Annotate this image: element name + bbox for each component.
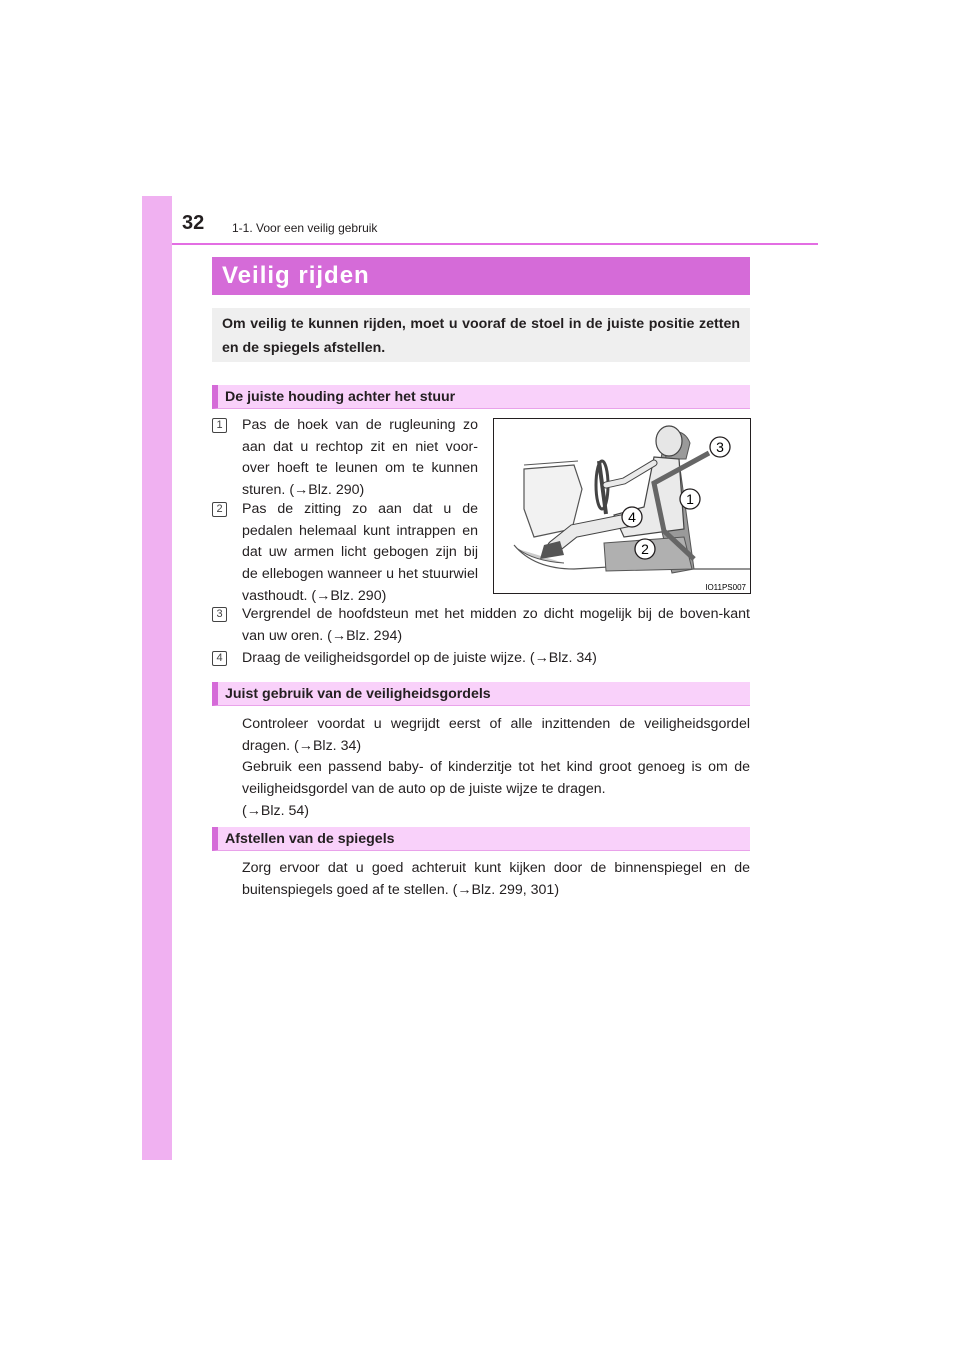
- callout-2: 2: [641, 541, 649, 557]
- paragraph-line: Controleer voordat u wegrijdt eerst of alle inzittenden de veiligheidsgordel: [242, 716, 750, 732]
- seatbelts-paragraph: [242, 714, 750, 823]
- mirrors-paragraph: [242, 858, 750, 901]
- item-text: Draag de veiligheidsgordel op de juiste wijze. (→Blz. 34): [242, 650, 597, 666]
- section-heading-mirrors: Afstellen van de spiegels: [212, 827, 750, 851]
- callout-1: 1: [686, 491, 694, 507]
- item-text: Pas de hoek van de rugleuning zo aan dat u rechtop zit en niet voor-over hoeft te leunen om te kunnen sturen. (→Blz. 290): [242, 417, 478, 499]
- page-number: 32: [182, 212, 205, 234]
- paragraph-line: Zorg ervoor dat u goed achteruit kunt kijken door de binnenspiegel en de: [242, 860, 750, 876]
- section-heading-seatbelts: Juist gebruik van de veiligheidsgordels: [212, 682, 750, 706]
- intro-box: Om veilig te kunnen rijden, moet u vooraf de stoel in de juiste positie zetten en de spiegels afstellen.: [212, 308, 750, 362]
- paragraph-line: buitenspiegels goed af te stellen. (→Blz. 299, 301): [242, 881, 560, 898]
- figure-code: IO11PS007: [705, 583, 746, 592]
- paragraph-line: Gebruik een passend baby- of kinderzitje tot het kind groot genoeg is om de: [242, 759, 750, 776]
- section-heading-posture: De juiste houding achter het stuur: [212, 385, 750, 409]
- callout-4: 4: [628, 509, 636, 525]
- chapter-sidebar: [142, 196, 172, 1160]
- driving-posture-illustration: [493, 418, 751, 594]
- item-number-badge: 1: [212, 418, 227, 433]
- item-text: Vergrendel de hoofdsteun met het midden zo dicht mogelijk bij de boven-kant van uw oren. (→Blz. 294): [242, 606, 750, 644]
- callout-3: 3: [716, 439, 724, 455]
- item-text: Pas de zitting zo aan dat u de pedalen helemaal kunt intrappen en dat uw armen licht gebogen zijn bij de ellebogen wanneer u het stuurwiel vasthoudt. (→Blz. 290): [242, 501, 478, 604]
- paragraph-line: dragen. (→Blz. 34): [242, 737, 362, 754]
- paragraph-line: veiligheidsgordel van de auto op de juiste wijze te dragen.: [242, 781, 606, 798]
- paragraph-line: (→Blz. 54): [242, 802, 310, 819]
- item-number-badge: 3: [212, 607, 227, 622]
- page-title: Veilig rijden: [212, 257, 750, 295]
- item-number-badge: 2: [212, 502, 227, 517]
- header-divider: [172, 243, 818, 245]
- item-number-badge: 4: [212, 651, 227, 666]
- breadcrumb: 1-1. Voor een veilig gebruik: [232, 221, 378, 235]
